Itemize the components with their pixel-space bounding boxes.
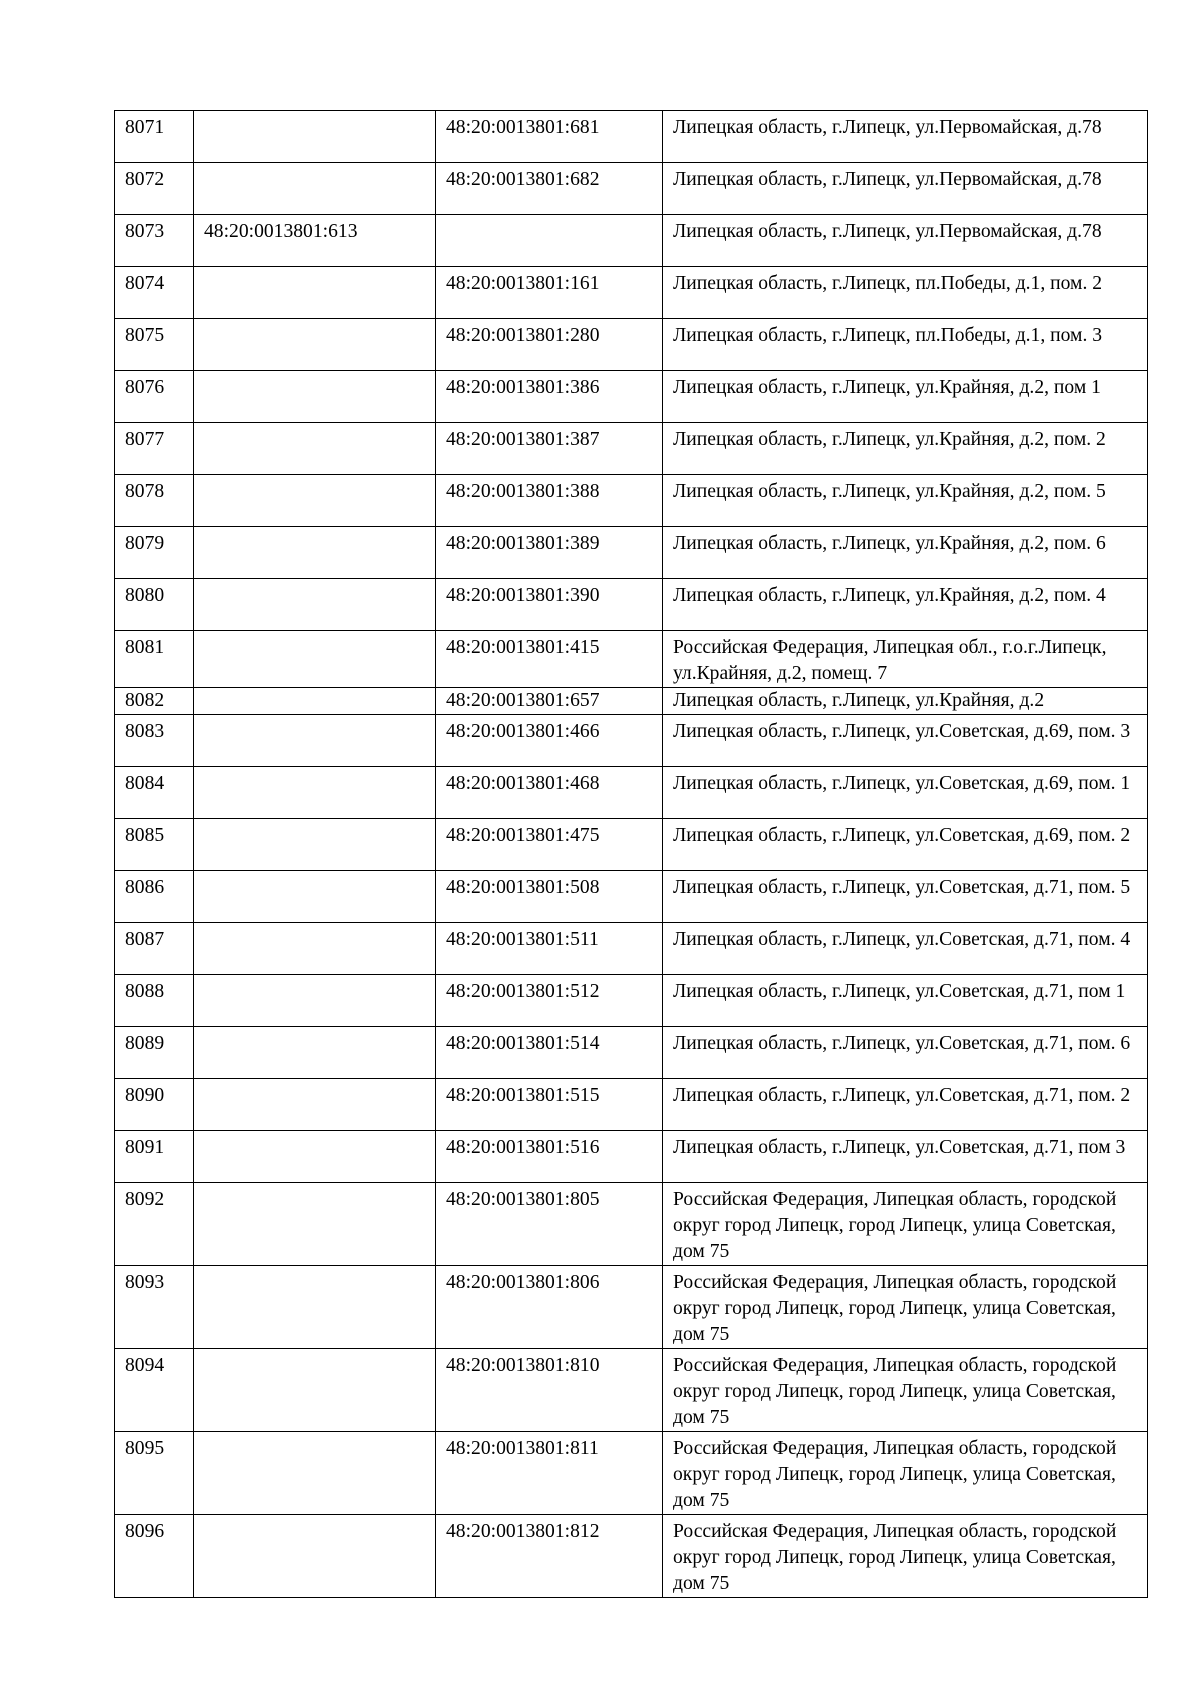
row-number-cell: 8091 — [115, 1131, 194, 1183]
table-row — [115, 319, 1148, 371]
address-cell: Липецкая область, г.Липецк, ул.Советская, д.71, пом. 5 — [663, 871, 1148, 923]
object-cadastral-number-cell: 48:20:0013801:415 — [436, 631, 663, 688]
row-number-cell: 8088 — [115, 975, 194, 1027]
table-row — [115, 579, 1148, 631]
land-cadastral-number-cell — [194, 1027, 436, 1079]
object-cadastral-number-cell: 48:20:0013801:468 — [436, 767, 663, 819]
table-row — [115, 475, 1148, 527]
land-cadastral-number-cell — [194, 163, 436, 215]
table-row — [115, 1515, 1148, 1598]
land-cadastral-number-cell — [194, 1131, 436, 1183]
land-cadastral-number-cell — [194, 319, 436, 371]
object-cadastral-number-cell: 48:20:0013801:512 — [436, 975, 663, 1027]
address-cell: Липецкая область, г.Липецк, ул.Советская, д.69, пом. 3 — [663, 715, 1148, 767]
table-row — [115, 1349, 1148, 1432]
row-number-cell: 8080 — [115, 579, 194, 631]
address-cell: Липецкая область, г.Липецк, ул.Советская, д.71, пом. 2 — [663, 1079, 1148, 1131]
table-row — [115, 163, 1148, 215]
table-row — [115, 1432, 1148, 1515]
land-cadastral-number-cell — [194, 371, 436, 423]
object-cadastral-number-cell — [436, 215, 663, 267]
table-row — [115, 267, 1148, 319]
table-row — [115, 423, 1148, 475]
address-cell: Липецкая область, г.Липецк, ул.Крайняя, д.2, пом. 6 — [663, 527, 1148, 579]
address-cell: Липецкая область, г.Липецк, ул.Крайняя, д.2, пом. 5 — [663, 475, 1148, 527]
table-row — [115, 923, 1148, 975]
table-row — [115, 975, 1148, 1027]
row-number-cell: 8084 — [115, 767, 194, 819]
object-cadastral-number-cell: 48:20:0013801:514 — [436, 1027, 663, 1079]
land-cadastral-number-cell — [194, 111, 436, 163]
table-row — [115, 1079, 1148, 1131]
row-number-cell: 8079 — [115, 527, 194, 579]
address-cell: Липецкая область, г.Липецк, пл.Победы, д.1, пом. 2 — [663, 267, 1148, 319]
land-cadastral-number-cell — [194, 767, 436, 819]
land-cadastral-number-cell — [194, 1515, 436, 1598]
object-cadastral-number-cell: 48:20:0013801:508 — [436, 871, 663, 923]
object-cadastral-number-cell: 48:20:0013801:515 — [436, 1079, 663, 1131]
row-number-cell: 8081 — [115, 631, 194, 688]
object-cadastral-number-cell: 48:20:0013801:475 — [436, 819, 663, 871]
object-cadastral-number-cell: 48:20:0013801:682 — [436, 163, 663, 215]
land-cadastral-number-cell — [194, 527, 436, 579]
row-number-cell: 8094 — [115, 1349, 194, 1432]
land-cadastral-number-cell — [194, 871, 436, 923]
land-cadastral-number-cell — [194, 715, 436, 767]
address-cell: Липецкая область, г.Липецк, ул.Первомайская, д.78 — [663, 215, 1148, 267]
land-cadastral-number-cell: 48:20:0013801:613 — [194, 215, 436, 267]
object-cadastral-number-cell: 48:20:0013801:390 — [436, 579, 663, 631]
table-row — [115, 527, 1148, 579]
address-cell: Липецкая область, г.Липецк, ул.Советская, д.69, пом. 2 — [663, 819, 1148, 871]
object-cadastral-number-cell: 48:20:0013801:810 — [436, 1349, 663, 1432]
table-row — [115, 688, 1148, 715]
row-number-cell: 8095 — [115, 1432, 194, 1515]
table-row — [115, 767, 1148, 819]
table-row — [115, 715, 1148, 767]
land-cadastral-number-cell — [194, 975, 436, 1027]
object-cadastral-number-cell: 48:20:0013801:516 — [436, 1131, 663, 1183]
row-number-cell: 8083 — [115, 715, 194, 767]
object-cadastral-number-cell: 48:20:0013801:388 — [436, 475, 663, 527]
table-row — [115, 871, 1148, 923]
land-cadastral-number-cell — [194, 1079, 436, 1131]
address-cell: Российская Федерация, Липецкая область, городской округ город Липецк, город Липецк, улица Советская, дом 75 — [663, 1515, 1148, 1598]
row-number-cell: 8072 — [115, 163, 194, 215]
row-number-cell: 8086 — [115, 871, 194, 923]
address-cell: Российская Федерация, Липецкая область, городской округ город Липецк, город Липецк, улица Советская, дом 75 — [663, 1349, 1148, 1432]
land-cadastral-number-cell — [194, 423, 436, 475]
object-cadastral-number-cell: 48:20:0013801:280 — [436, 319, 663, 371]
object-cadastral-number-cell: 48:20:0013801:466 — [436, 715, 663, 767]
address-cell: Липецкая область, г.Липецк, ул.Первомайская, д.78 — [663, 163, 1148, 215]
object-cadastral-number-cell: 48:20:0013801:657 — [436, 688, 663, 715]
table-row — [115, 1027, 1148, 1079]
row-number-cell: 8093 — [115, 1266, 194, 1349]
table-row — [115, 1183, 1148, 1266]
address-cell: Российская Федерация, Липецкая область, городской округ город Липецк, город Липецк, улица Советская, дом 75 — [663, 1432, 1148, 1515]
row-number-cell: 8075 — [115, 319, 194, 371]
row-number-cell: 8077 — [115, 423, 194, 475]
address-cell: Липецкая область, г.Липецк, ул.Первомайская, д.78 — [663, 111, 1148, 163]
object-cadastral-number-cell: 48:20:0013801:806 — [436, 1266, 663, 1349]
land-cadastral-number-cell — [194, 1349, 436, 1432]
address-cell: Липецкая область, г.Липецк, ул.Советская, д.71, пом 1 — [663, 975, 1148, 1027]
row-number-cell: 8074 — [115, 267, 194, 319]
row-number-cell: 8090 — [115, 1079, 194, 1131]
land-cadastral-number-cell — [194, 579, 436, 631]
address-cell: Липецкая область, г.Липецк, ул.Советская, д.71, пом. 4 — [663, 923, 1148, 975]
address-cell: Липецкая область, г.Липецк, ул.Крайняя, д.2, пом. 2 — [663, 423, 1148, 475]
object-cadastral-number-cell: 48:20:0013801:681 — [436, 111, 663, 163]
address-cell: Липецкая область, г.Липецк, ул.Крайняя, д.2 — [663, 688, 1148, 715]
table-row — [115, 631, 1148, 688]
address-cell: Российская Федерация, Липецкая область, городской округ город Липецк, город Липецк, улица Советская, дом 75 — [663, 1183, 1148, 1266]
land-cadastral-number-cell — [194, 475, 436, 527]
address-cell: Липецкая область, г.Липецк, ул.Советская, д.69, пом. 1 — [663, 767, 1148, 819]
address-cell: Липецкая область, г.Липецк, пл.Победы, д.1, пом. 3 — [663, 319, 1148, 371]
land-cadastral-number-cell — [194, 631, 436, 688]
table-row — [115, 215, 1148, 267]
row-number-cell: 8085 — [115, 819, 194, 871]
object-cadastral-number-cell: 48:20:0013801:389 — [436, 527, 663, 579]
table-row — [115, 819, 1148, 871]
land-cadastral-number-cell — [194, 923, 436, 975]
object-cadastral-number-cell: 48:20:0013801:161 — [436, 267, 663, 319]
address-cell: Липецкая область, г.Липецк, ул.Советская, д.71, пом. 6 — [663, 1027, 1148, 1079]
land-cadastral-number-cell — [194, 1266, 436, 1349]
row-number-cell: 8096 — [115, 1515, 194, 1598]
table-row — [115, 1131, 1148, 1183]
land-cadastral-number-cell — [194, 1432, 436, 1515]
object-cadastral-number-cell: 48:20:0013801:386 — [436, 371, 663, 423]
address-cell: Липецкая область, г.Липецк, ул.Крайняя, д.2, пом 1 — [663, 371, 1148, 423]
object-cadastral-number-cell: 48:20:0013801:511 — [436, 923, 663, 975]
object-cadastral-number-cell: 48:20:0013801:812 — [436, 1515, 663, 1598]
row-number-cell: 8082 — [115, 688, 194, 715]
row-number-cell: 8073 — [115, 215, 194, 267]
land-cadastral-number-cell — [194, 819, 436, 871]
land-cadastral-number-cell — [194, 1183, 436, 1266]
address-cell: Российская Федерация, Липецкая обл., г.о.г.Липецк, ул.Крайняя, д.2, помещ. 7 — [663, 631, 1148, 688]
address-cell: Липецкая область, г.Липецк, ул.Советская, д.71, пом 3 — [663, 1131, 1148, 1183]
land-cadastral-number-cell — [194, 688, 436, 715]
land-cadastral-number-cell — [194, 267, 436, 319]
table-row — [115, 1266, 1148, 1349]
table-row — [115, 111, 1148, 163]
address-cell: Российская Федерация, Липецкая область, городской округ город Липецк, город Липецк, улица Советская, дом 75 — [663, 1266, 1148, 1349]
row-number-cell: 8087 — [115, 923, 194, 975]
address-cell: Липецкая область, г.Липецк, ул.Крайняя, д.2, пом. 4 — [663, 579, 1148, 631]
row-number-cell: 8076 — [115, 371, 194, 423]
object-cadastral-number-cell: 48:20:0013801:387 — [436, 423, 663, 475]
object-cadastral-number-cell: 48:20:0013801:805 — [436, 1183, 663, 1266]
table-row — [115, 371, 1148, 423]
row-number-cell: 8089 — [115, 1027, 194, 1079]
object-cadastral-number-cell: 48:20:0013801:811 — [436, 1432, 663, 1515]
row-number-cell: 8092 — [115, 1183, 194, 1266]
registry-table — [114, 110, 1148, 1598]
row-number-cell: 8078 — [115, 475, 194, 527]
row-number-cell: 8071 — [115, 111, 194, 163]
